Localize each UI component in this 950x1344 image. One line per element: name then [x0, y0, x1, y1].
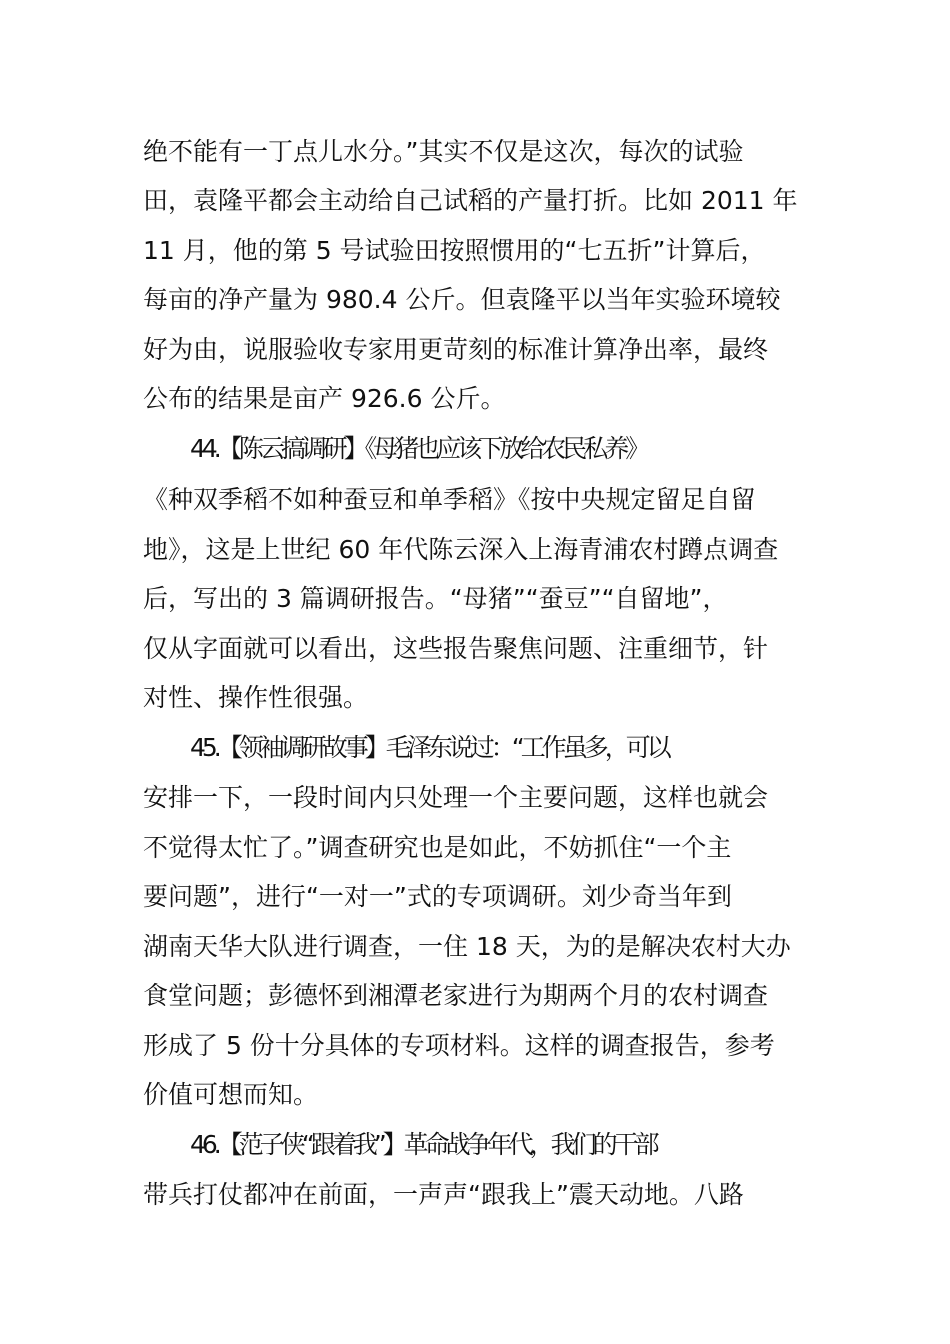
text-line: 公布的结果是亩产 926.6 公斤。: [143, 384, 506, 413]
text-line: 田，袁隆平都会主动给自己试稻的产量打折。比如 2011 年: [143, 186, 798, 215]
text-line: 不觉得太忙了。”调查研究也是如此，不妨抓住“一个主: [143, 833, 732, 862]
text-line: 11 月，他的第 5 号试验田按照惯用的“七五折”计算后，: [143, 236, 766, 265]
text-line: 每亩的净产量为 980.4 公斤。但袁隆平以当年实验环境较: [143, 285, 781, 314]
item-46-heading-line: 46.【范子侠“跟着我”】革命战争年代，我们的干部: [190, 1130, 656, 1159]
item-45-heading-line: 45.【领袖调研故事】毛泽东说过：“工作虽多，可以: [190, 733, 668, 762]
text-line: 形成了 5 份十分具体的专项材料。这样的调查报告，参考: [143, 1031, 775, 1060]
text-line: 湖南天华大队进行调查，一住 18 天，为的是解决农村大办: [143, 932, 791, 961]
text-line: 食堂问题；彭德怀到湘潭老家进行为期两个月的农村调查: [143, 981, 769, 1010]
text-line: 《种双季稻不如种蚕豆和单季稻》《按中央规定留足自留: [143, 485, 756, 514]
text-line: 绝不能有一丁点儿水分。”其实不仅是这次，每次的试验: [143, 137, 744, 166]
text-line: 要问题”，进行“一对一”式的专项调研。刘少奇当年到: [143, 882, 732, 911]
text-line: 价值可想而知。: [143, 1080, 319, 1109]
text-line: 地》，这是上世纪 60 年代陈云深入上海青浦农村蹲点调查: [143, 535, 779, 564]
text-line: 后，写出的 3 篇调研报告。“母猪”“蚕豆”“自留地”，: [143, 584, 728, 613]
text-line: 好为由，说服验收专家用更苛刻的标准计算净出率，最终: [143, 335, 769, 364]
text-line: 安排一下，一段时间内只处理一个主要问题，这样也就会: [143, 783, 769, 812]
text-line: 对性、操作性很强。: [143, 683, 369, 712]
item-44-heading-line: 44.【陈云搞调研】《母猪也应该下放给农民私养》: [190, 434, 647, 463]
text-line: 带兵打仗都冲在前面，一声声“跟我上”震天动地。八路: [143, 1180, 744, 1209]
text-line: 仅从字面就可以看出，这些报告聚焦问题、注重细节，针: [143, 634, 769, 663]
